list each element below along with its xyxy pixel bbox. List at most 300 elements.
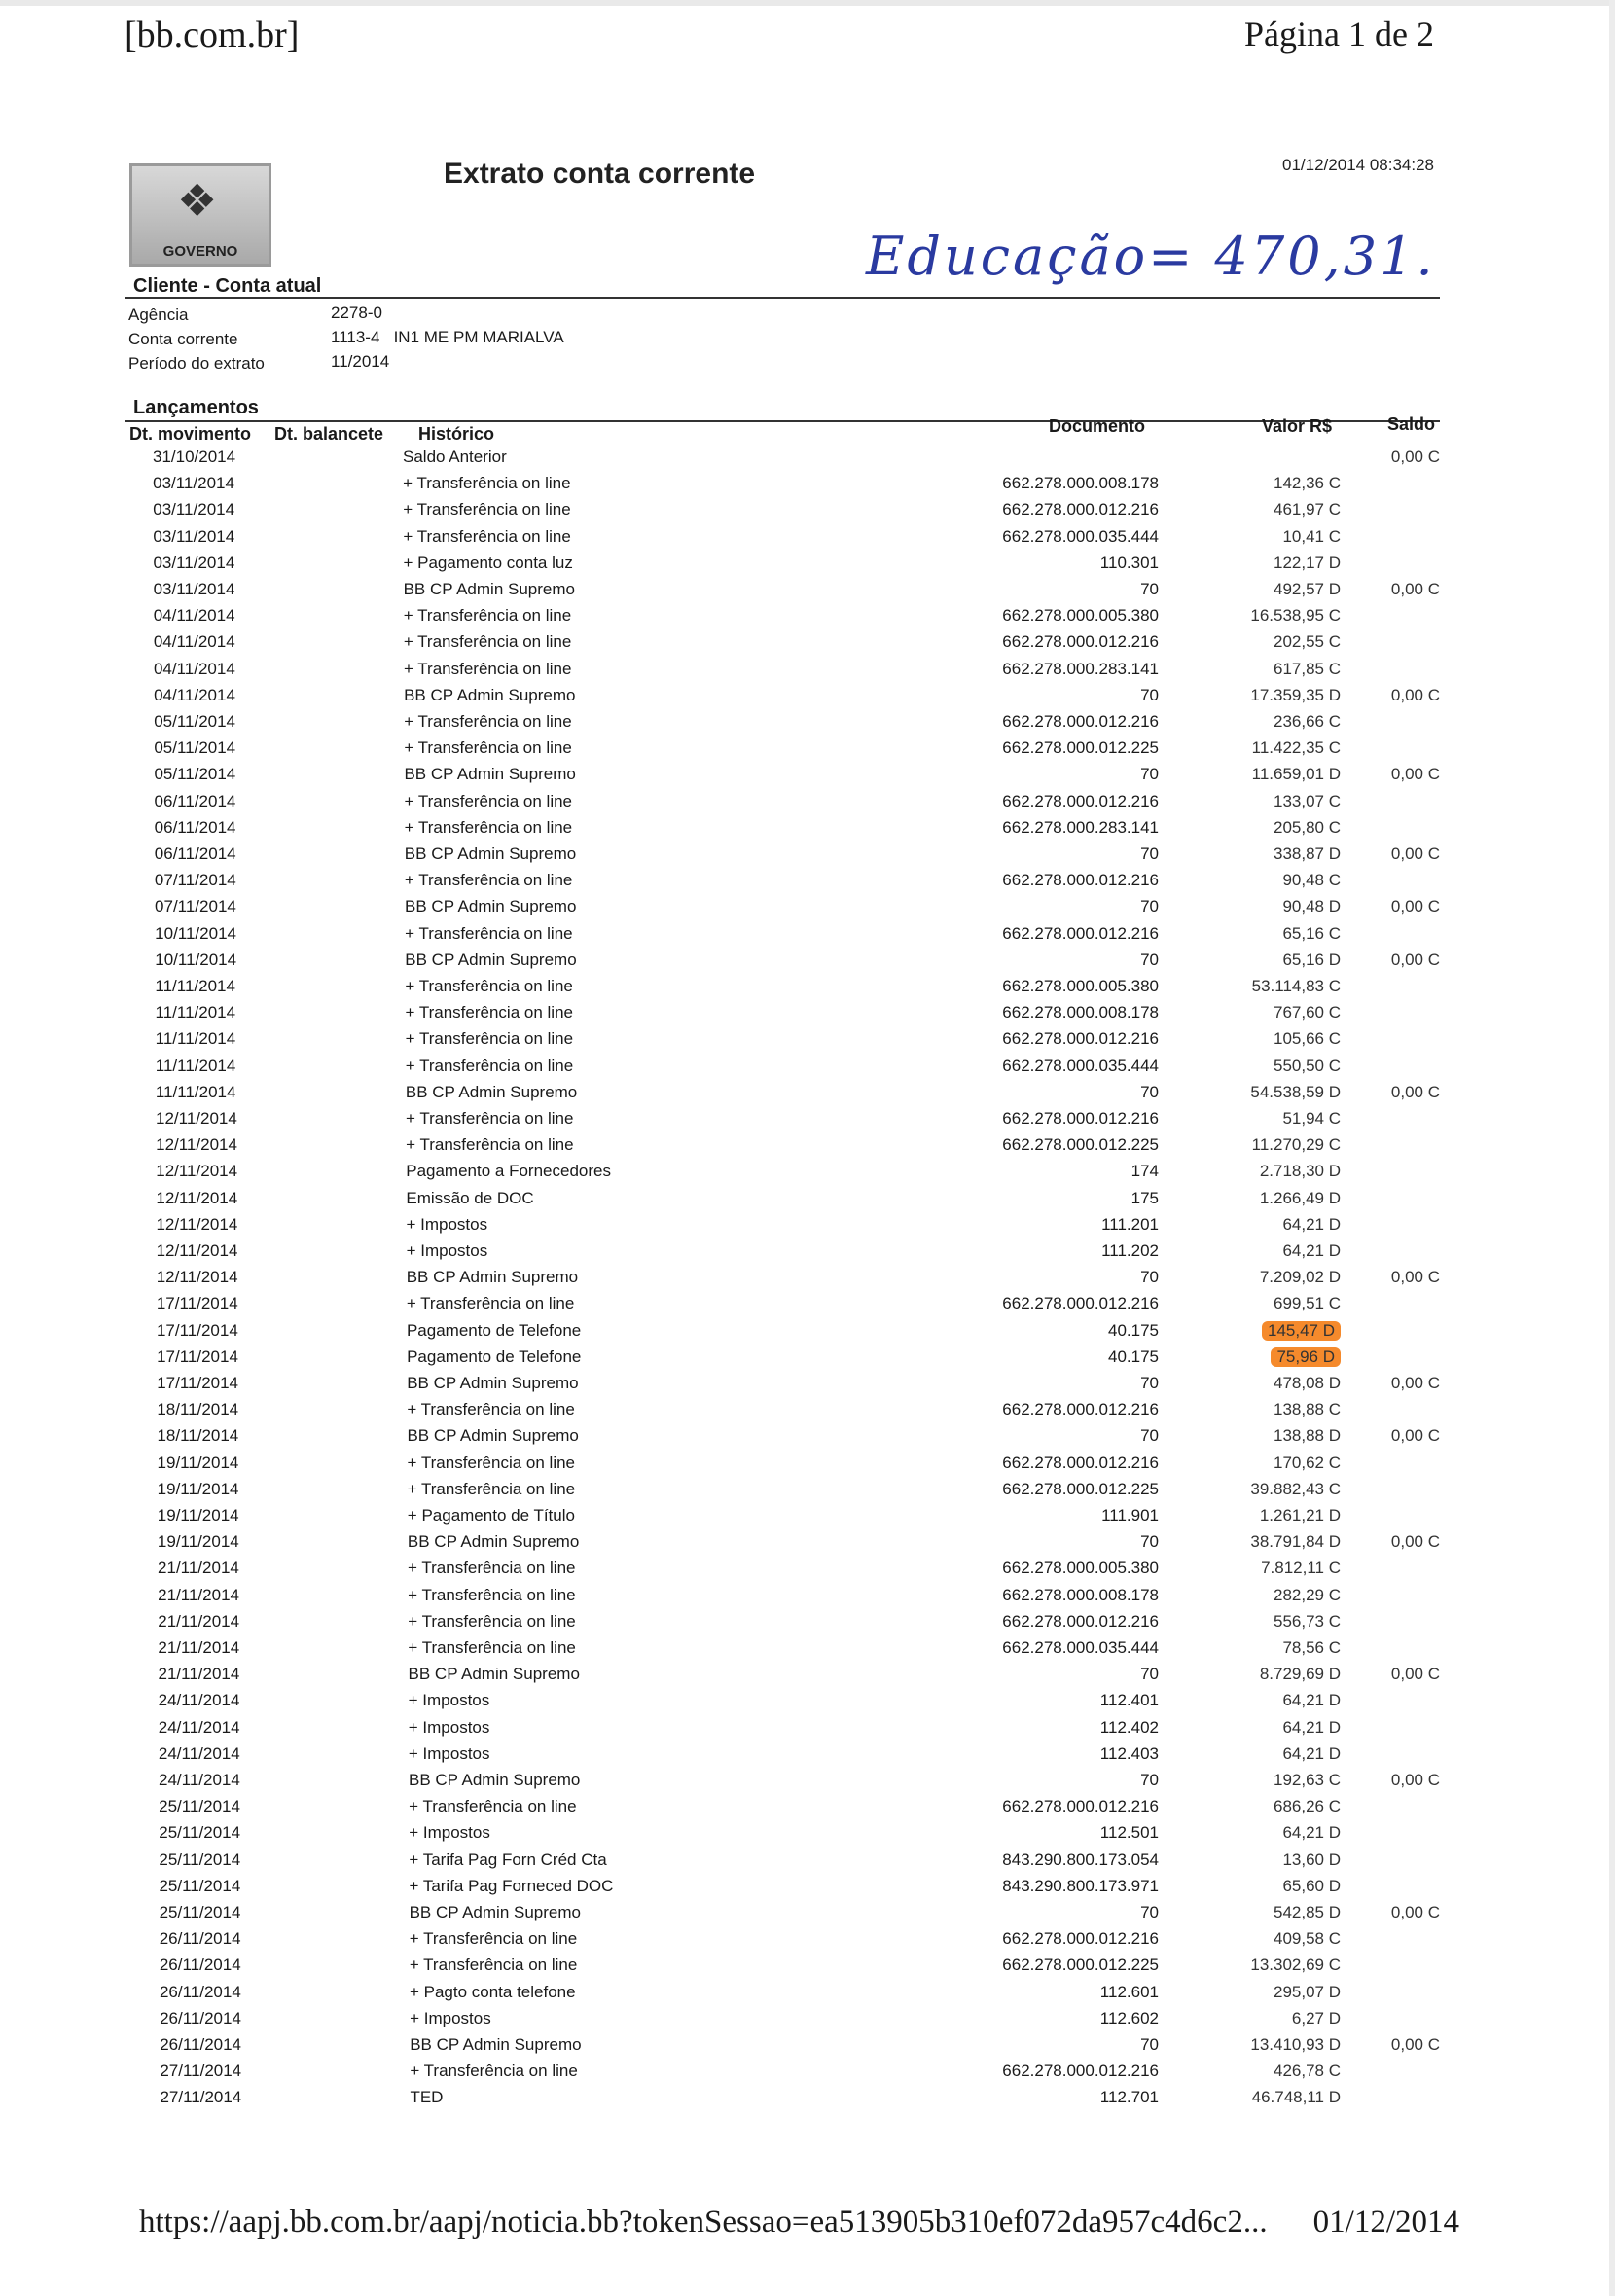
cell-valor: 1.261,21 D [1259, 1506, 1341, 1525]
table-row [0, 686, 1615, 712]
cell-documento: 662.278.000.005.380 [1002, 977, 1159, 995]
cell-dt-movimento: 21/11/2014 [158, 1559, 239, 1578]
cell-dt-movimento: 27/11/2014 [160, 2062, 242, 2081]
cell-historico: + Transferência on line [410, 2062, 578, 2081]
cell-dt-movimento: 25/11/2014 [159, 1823, 241, 1843]
cell-dt-movimento: 25/11/2014 [159, 1849, 241, 1869]
col-header-saldo: Saldo [1387, 414, 1436, 434]
cell-historico: BB CP Admin Supremo [404, 765, 576, 784]
table-row [0, 1135, 1615, 1162]
cell-valor: 542,85 D [1274, 1903, 1341, 1921]
cell-historico: Pagamento a Fornecedores [406, 1162, 611, 1181]
cell-documento: 70 [1140, 1532, 1159, 1552]
cell-historico: + Impostos [409, 1823, 490, 1843]
cell-dt-movimento: 04/11/2014 [153, 606, 235, 626]
cell-valor: 64,21 D [1282, 1717, 1341, 1737]
cell-historico: + Pagamento conta luz [403, 553, 573, 572]
cell-valor: 65,16 D [1282, 950, 1341, 969]
cell-documento: 111.901 [1101, 1506, 1159, 1525]
cell-historico: Emissão de DOC [406, 1188, 534, 1207]
cell-dt-movimento: 21/11/2014 [158, 1665, 240, 1684]
table-row [0, 632, 1615, 659]
table-row [0, 1665, 1615, 1691]
cell-valor: 64,21 D [1282, 1691, 1341, 1710]
cell-valor: 16.538,95 C [1250, 606, 1341, 626]
table-row [0, 818, 1615, 844]
cell-documento: 662.278.000.035.444 [1002, 1638, 1159, 1657]
cell-historico: + Tarifa Pag Forneced DOC [409, 1876, 614, 1895]
table-row [0, 871, 1615, 897]
cell-historico: + Transferência on line [403, 474, 571, 493]
cell-valor: 10,41 C [1282, 526, 1341, 546]
cell-valor: 550,50 C [1274, 1056, 1341, 1075]
col-header-documento: Documento [1049, 416, 1145, 436]
cell-documento: 662.278.000.012.225 [1002, 738, 1159, 758]
cell-historico: + Transferência on line [408, 1585, 576, 1604]
cell-historico: + Transferência on line [408, 1638, 576, 1657]
table-row [0, 1718, 1615, 1744]
cell-documento: 662.278.000.012.216 [1002, 1400, 1159, 1419]
cell-documento: 662.278.000.012.216 [1002, 1453, 1159, 1472]
table-row [0, 1057, 1615, 1083]
cell-valor: 11.270,29 C [1251, 1135, 1341, 1155]
table-row [0, 1189, 1615, 1215]
table-row [0, 500, 1615, 526]
cell-historico: Saldo Anterior [403, 448, 507, 466]
cell-dt-movimento: 10/11/2014 [155, 950, 237, 969]
cell-saldo: 0,00 C [1390, 950, 1440, 969]
cell-valor: 64,21 D [1282, 1823, 1341, 1843]
cell-dt-movimento: 12/11/2014 [156, 1188, 238, 1207]
cell-historico: + Transferência on line [403, 606, 572, 626]
cell-documento: 843.290.800.173.054 [1002, 1849, 1159, 1869]
cell-documento: 111.202 [1101, 1241, 1159, 1260]
cell-saldo: 0,00 C [1390, 1374, 1440, 1392]
cell-valor: 138,88 D [1274, 1426, 1341, 1446]
cell-historico: BB CP Admin Supremo [410, 2035, 582, 2054]
cell-valor: 17.359,35 D [1250, 685, 1341, 704]
cell-valor: 236,66 C [1274, 712, 1341, 731]
cell-documento: 662.278.000.012.216 [1002, 1029, 1159, 1049]
table-row [0, 1559, 1615, 1585]
cell-historico: + Transferência on line [403, 632, 572, 652]
table-row [0, 1877, 1615, 1903]
cell-documento: 174 [1130, 1162, 1159, 1181]
cell-historico: + Impostos [408, 1717, 490, 1737]
cell-documento: 662.278.000.012.216 [1002, 632, 1159, 652]
cell-historico: + Transferência on line [406, 1294, 575, 1313]
cell-historico: BB CP Admin Supremo [403, 580, 575, 598]
cell-dt-movimento: 11/11/2014 [155, 1082, 236, 1101]
table-row [0, 554, 1615, 580]
cell-dt-movimento: 04/11/2014 [153, 659, 235, 678]
header-page-number: Página 1 de 2 [1244, 15, 1434, 54]
cell-documento: 112.501 [1099, 1823, 1159, 1843]
cell-valor: 53.114,83 C [1251, 977, 1341, 995]
table-row [0, 977, 1615, 1003]
table-row [0, 1003, 1615, 1029]
cell-documento: 662.278.000.012.216 [1002, 871, 1159, 890]
table-row [0, 1903, 1615, 1929]
cell-saldo: 0,00 C [1390, 1268, 1440, 1287]
cell-historico: + Transferência on line [404, 871, 573, 890]
cell-historico: BB CP Admin Supremo [405, 1082, 578, 1101]
table-row [0, 1929, 1615, 1955]
cell-dt-movimento: 18/11/2014 [157, 1400, 239, 1419]
cell-documento: 70 [1140, 765, 1159, 784]
cell-documento: 112.403 [1099, 1743, 1159, 1763]
table-row [0, 1638, 1615, 1665]
cell-saldo: 0,00 C [1390, 1665, 1440, 1684]
cell-historico: BB CP Admin Supremo [405, 897, 577, 916]
client-divider [125, 297, 1440, 299]
cell-dt-movimento: 06/11/2014 [154, 791, 236, 810]
table-row [0, 1797, 1615, 1823]
cell-documento: 40.175 [1108, 1346, 1159, 1366]
cell-dt-movimento: 26/11/2014 [159, 1929, 241, 1949]
cell-saldo: 0,00 C [1390, 1771, 1440, 1789]
table-row [0, 2062, 1615, 2088]
table-row [0, 1321, 1615, 1347]
table-row [0, 474, 1615, 500]
cell-dt-movimento: 12/11/2014 [156, 1241, 238, 1260]
table-row [0, 1241, 1615, 1268]
cell-historico: + Impostos [410, 2008, 491, 2027]
footer-url: https://aapj.bb.com.br/aapj/noticia.bb?tokenSessao=ea513905b310ef072da957c4d6c2... [139, 2205, 1268, 2240]
table-row [0, 1480, 1615, 1506]
table-row [0, 1294, 1615, 1320]
cell-historico: + Transferência on line [404, 738, 572, 758]
cell-dt-movimento: 05/11/2014 [154, 738, 236, 758]
cell-valor: 64,21 D [1282, 1214, 1341, 1234]
table-row [0, 1506, 1615, 1532]
cell-documento: 70 [1140, 1268, 1159, 1287]
cell-dt-movimento: 10/11/2014 [155, 923, 236, 943]
lancamentos-section-title: Lançamentos [133, 397, 259, 418]
cell-saldo: 0,00 C [1390, 1426, 1440, 1446]
cell-valor: 202,55 C [1274, 632, 1341, 652]
cell-saldo: 0,00 C [1390, 1903, 1440, 1921]
table-row [0, 1744, 1615, 1771]
cell-documento: 662.278.000.283.141 [1002, 659, 1159, 678]
cell-historico: + Transferência on line [408, 1611, 576, 1631]
cell-valor: 426,78 C [1274, 2062, 1341, 2081]
cell-documento: 40.175 [1108, 1320, 1159, 1340]
cell-historico: + Pagto conta telefone [409, 1982, 576, 2001]
cell-documento: 70 [1140, 1082, 1159, 1101]
cell-valor: 8.729,69 D [1259, 1665, 1341, 1684]
cell-saldo: 0,00 C [1390, 1532, 1440, 1552]
cell-documento: 70 [1140, 1903, 1159, 1921]
cell-historico: Pagamento de Telefone [406, 1320, 582, 1340]
table-row [0, 738, 1615, 765]
cell-dt-movimento: 21/11/2014 [158, 1638, 240, 1657]
col-header-dt-balancete: Dt. balancete [274, 424, 384, 444]
cell-historico: + Transferência on line [406, 1135, 574, 1155]
cell-dt-movimento: 05/11/2014 [154, 765, 236, 784]
table-row [0, 1771, 1615, 1797]
client-section-title: Cliente - Conta atual [133, 275, 322, 297]
cell-documento: 112.601 [1099, 1982, 1159, 2001]
cell-historico: + Transferência on line [403, 500, 571, 520]
cell-documento: 662.278.000.012.216 [1002, 1611, 1159, 1631]
cell-dt-movimento: 21/11/2014 [158, 1585, 239, 1604]
cell-dt-movimento: 17/11/2014 [157, 1346, 238, 1366]
table-row [0, 897, 1615, 923]
cell-documento: 70 [1140, 1771, 1159, 1789]
cell-documento: 662.278.000.035.444 [1002, 526, 1159, 546]
cell-valor: 64,21 D [1282, 1743, 1341, 1763]
cell-historico: BB CP Admin Supremo [409, 1771, 581, 1789]
cell-dt-movimento: 19/11/2014 [157, 1453, 239, 1472]
table-row [0, 1347, 1615, 1374]
cell-documento: 112.602 [1099, 2008, 1159, 2027]
cell-dt-movimento: 25/11/2014 [159, 1876, 241, 1895]
cell-dt-movimento: 24/11/2014 [158, 1717, 240, 1737]
table-row [0, 580, 1615, 606]
cell-documento: 662.278.000.012.216 [1002, 923, 1159, 943]
cell-valor: 51,94 C [1282, 1109, 1341, 1128]
cell-documento: 662.278.000.008.178 [1002, 474, 1159, 493]
cell-dt-movimento: 26/11/2014 [160, 2008, 241, 2027]
table-row [0, 951, 1615, 977]
cell-dt-movimento: 11/11/2014 [155, 1029, 236, 1049]
cell-documento: 70 [1140, 685, 1159, 704]
cell-historico: + Transferência on line [403, 526, 571, 546]
cell-dt-movimento: 12/11/2014 [156, 1162, 238, 1181]
table-row [0, 1029, 1615, 1056]
cell-historico: + Transferência on line [404, 791, 573, 810]
cell-valor: 46.748,11 D [1251, 2088, 1341, 2107]
cell-documento: 662.278.000.012.216 [1002, 712, 1159, 731]
cell-valor: 78,56 C [1282, 1638, 1341, 1657]
cell-dt-movimento: 25/11/2014 [159, 1903, 241, 1921]
cell-dt-movimento: 26/11/2014 [159, 1955, 241, 1975]
cell-valor: 142,36 C [1274, 474, 1341, 493]
cell-documento: 70 [1140, 844, 1159, 863]
table-row [0, 1823, 1615, 1849]
cell-documento: 112.701 [1099, 2088, 1159, 2107]
cell-saldo: 0,00 C [1390, 580, 1440, 598]
page-title: Extrato conta corrente [444, 158, 756, 190]
cell-valor: 11.659,01 D [1251, 765, 1341, 784]
cell-documento: 662.278.000.008.178 [1002, 1003, 1159, 1022]
cell-historico: BB CP Admin Supremo [407, 1532, 580, 1552]
cell-documento: 843.290.800.173.971 [1002, 1876, 1159, 1895]
cell-historico: + Transferência on line [405, 1003, 573, 1022]
agencia-label: Agência [128, 305, 189, 324]
table-row [0, 1400, 1615, 1426]
cell-historico: + Transferência on line [403, 659, 572, 678]
header-site: [bb.com.br] [125, 15, 300, 55]
cell-valor: 282,29 C [1274, 1585, 1341, 1604]
cell-historico: + Transferência on line [409, 1797, 577, 1816]
cell-dt-movimento: 03/11/2014 [153, 553, 235, 572]
cell-documento: 662.278.000.283.141 [1002, 817, 1159, 837]
cell-valor: 138,88 C [1274, 1400, 1341, 1419]
table-row [0, 606, 1615, 632]
table-row [0, 1453, 1615, 1480]
cell-valor: 338,87 D [1274, 844, 1341, 863]
periodo-label: Período do extrato [128, 354, 265, 373]
cell-historico: + Transferência on line [409, 1955, 578, 1975]
cell-documento: 662.278.000.012.225 [1002, 1955, 1159, 1975]
scan-top-edge [0, 0, 1615, 6]
cell-documento: 70 [1140, 2035, 1159, 2054]
table-row [0, 2035, 1615, 2062]
cell-valor: 170,62 C [1274, 1453, 1341, 1472]
cell-documento: 662.278.000.012.216 [1002, 500, 1159, 520]
cell-dt-movimento: 26/11/2014 [160, 2035, 242, 2054]
cell-historico: + Tarifa Pag Forn Créd Cta [409, 1849, 607, 1869]
cell-historico: + Transferência on line [404, 712, 572, 731]
table-row [0, 2009, 1615, 2035]
cell-historico: BB CP Admin Supremo [404, 844, 577, 863]
cell-valor: 7.812,11 C [1261, 1559, 1341, 1578]
periodo-value: 11/2014 [331, 352, 390, 371]
cell-dt-movimento: 24/11/2014 [158, 1743, 240, 1763]
cell-dt-movimento: 26/11/2014 [159, 1982, 241, 2001]
cell-dt-movimento: 03/11/2014 [153, 526, 235, 546]
cell-saldo: 0,00 C [1390, 2035, 1440, 2054]
table-row [0, 660, 1615, 686]
cell-documento: 662.278.000.035.444 [1002, 1056, 1159, 1075]
cell-valor: 38.791,84 D [1250, 1532, 1341, 1552]
cell-documento: 70 [1140, 950, 1159, 969]
cell-valor: 133,07 C [1274, 791, 1341, 810]
cell-valor: 64,21 D [1282, 1241, 1341, 1260]
cell-historico: BB CP Admin Supremo [404, 685, 576, 704]
cell-documento: 70 [1140, 1374, 1159, 1392]
cell-dt-movimento: 31/10/2014 [153, 448, 236, 466]
cell-saldo: 0,00 C [1390, 844, 1440, 863]
cell-dt-movimento: 19/11/2014 [157, 1506, 239, 1525]
col-header-historico: Histórico [418, 424, 495, 444]
table-row [0, 1612, 1615, 1638]
conta-label: Conta corrente [128, 330, 238, 348]
cell-historico: + Impostos [408, 1691, 490, 1710]
table-row [0, 792, 1615, 818]
table-row [0, 1691, 1615, 1717]
cell-historico: + Impostos [406, 1214, 488, 1234]
cell-historico: + Transferência on line [405, 923, 573, 943]
cell-historico: + Impostos [408, 1743, 490, 1763]
cell-dt-movimento: 18/11/2014 [157, 1426, 239, 1446]
cell-dt-movimento: 05/11/2014 [154, 712, 236, 731]
cell-valor: 39.882,43 C [1250, 1479, 1341, 1498]
lancamentos-divider [125, 420, 1440, 422]
cell-valor: 1.266,49 D [1259, 1188, 1341, 1207]
cell-valor: 11.422,35 C [1251, 738, 1341, 758]
cell-documento: 662.278.000.008.178 [1002, 1585, 1159, 1604]
table-row [0, 1215, 1615, 1241]
cell-documento: 112.402 [1099, 1717, 1159, 1737]
cell-valor: 556,73 C [1274, 1611, 1341, 1631]
cell-historico: BB CP Admin Supremo [407, 1374, 579, 1392]
table-row [0, 712, 1615, 738]
cell-dt-movimento: 25/11/2014 [159, 1797, 240, 1816]
cell-historico: + Transferência on line [406, 1109, 574, 1128]
cell-valor: 478,08 D [1274, 1374, 1341, 1392]
cell-documento: 112.401 [1099, 1691, 1159, 1710]
table-row [0, 1586, 1615, 1612]
cell-dt-movimento: 17/11/2014 [156, 1320, 238, 1340]
cell-valor: 65,16 C [1282, 923, 1341, 943]
table-row [0, 924, 1615, 951]
cell-dt-movimento: 03/11/2014 [153, 500, 235, 520]
cell-valor: 492,57 D [1274, 580, 1341, 598]
cell-documento: 662.278.000.012.216 [1002, 1109, 1159, 1128]
cell-documento: 662.278.000.012.225 [1002, 1135, 1159, 1155]
bb-logo-icon: ❖ [177, 175, 218, 226]
table-row [0, 1983, 1615, 2009]
cell-historico: TED [410, 2088, 444, 2107]
cell-saldo: 0,00 C [1390, 448, 1440, 466]
cell-valor: 122,17 D [1274, 553, 1341, 572]
cell-valor: 6,27 D [1291, 2008, 1341, 2027]
cell-dt-movimento: 19/11/2014 [157, 1532, 239, 1552]
cell-dt-movimento: 04/11/2014 [154, 685, 235, 704]
cell-saldo: 0,00 C [1390, 765, 1440, 784]
cell-documento: 662.278.000.012.216 [1002, 1294, 1159, 1313]
cell-valor: 409,58 C [1274, 1929, 1341, 1949]
cell-documento: 175 [1130, 1188, 1159, 1207]
cell-historico: + Transferência on line [405, 1056, 574, 1075]
cell-valor: 295,07 D [1274, 1982, 1341, 2001]
cell-dt-movimento: 17/11/2014 [157, 1374, 239, 1392]
cell-documento: 662.278.000.012.216 [1002, 2062, 1159, 2081]
cell-documento: 110.301 [1099, 553, 1159, 572]
cell-dt-movimento: 11/11/2014 [155, 977, 235, 995]
cell-valor: 686,26 C [1274, 1797, 1341, 1816]
cell-dt-movimento: 07/11/2014 [154, 871, 236, 890]
statement-datetime: 01/12/2014 08:34:28 [1282, 156, 1434, 174]
cell-dt-movimento: 24/11/2014 [158, 1691, 240, 1710]
cell-valor: 13.410,93 D [1250, 2035, 1341, 2054]
cell-valor: 54.538,59 D [1250, 1082, 1341, 1101]
table-row [0, 1083, 1615, 1109]
cell-valor: 90,48 D [1282, 897, 1341, 916]
cell-valor: 2.718,30 D [1259, 1162, 1341, 1181]
cell-dt-movimento: 11/11/2014 [155, 1003, 236, 1022]
cell-dt-movimento: 03/11/2014 [153, 580, 235, 598]
cell-valor: 13,60 D [1282, 1849, 1341, 1869]
cell-documento: 70 [1140, 1665, 1159, 1684]
cell-historico: + Transferência on line [405, 977, 573, 995]
table-row [0, 1268, 1615, 1294]
footer-date: 01/12/2014 [1312, 2205, 1459, 2240]
cell-valor: 105,66 C [1274, 1029, 1341, 1049]
table-row [0, 1162, 1615, 1188]
cell-historico: + Transferência on line [405, 1029, 574, 1049]
col-header-dt-movimento: Dt. movimento [129, 424, 252, 444]
cell-documento: 662.278.000.012.216 [1002, 1797, 1159, 1816]
cell-valor: 767,60 C [1274, 1003, 1341, 1022]
table-row [0, 1374, 1615, 1400]
cell-saldo: 0,00 C [1390, 685, 1440, 704]
cell-dt-movimento: 06/11/2014 [154, 817, 236, 837]
cell-valor: 617,85 C [1274, 659, 1341, 678]
cell-historico: + Transferência on line [407, 1479, 576, 1498]
cell-historico: BB CP Admin Supremo [408, 1665, 580, 1684]
cell-documento: 662.278.000.005.380 [1002, 606, 1159, 626]
cell-historico: BB CP Admin Supremo [406, 1268, 579, 1287]
cell-saldo: 0,00 C [1390, 1082, 1440, 1101]
cell-dt-movimento: 21/11/2014 [158, 1611, 240, 1631]
cell-dt-movimento: 24/11/2014 [159, 1771, 240, 1789]
cell-dt-movimento: 11/11/2014 [155, 1056, 236, 1075]
cell-valor: 75,96 D [1271, 1347, 1341, 1367]
